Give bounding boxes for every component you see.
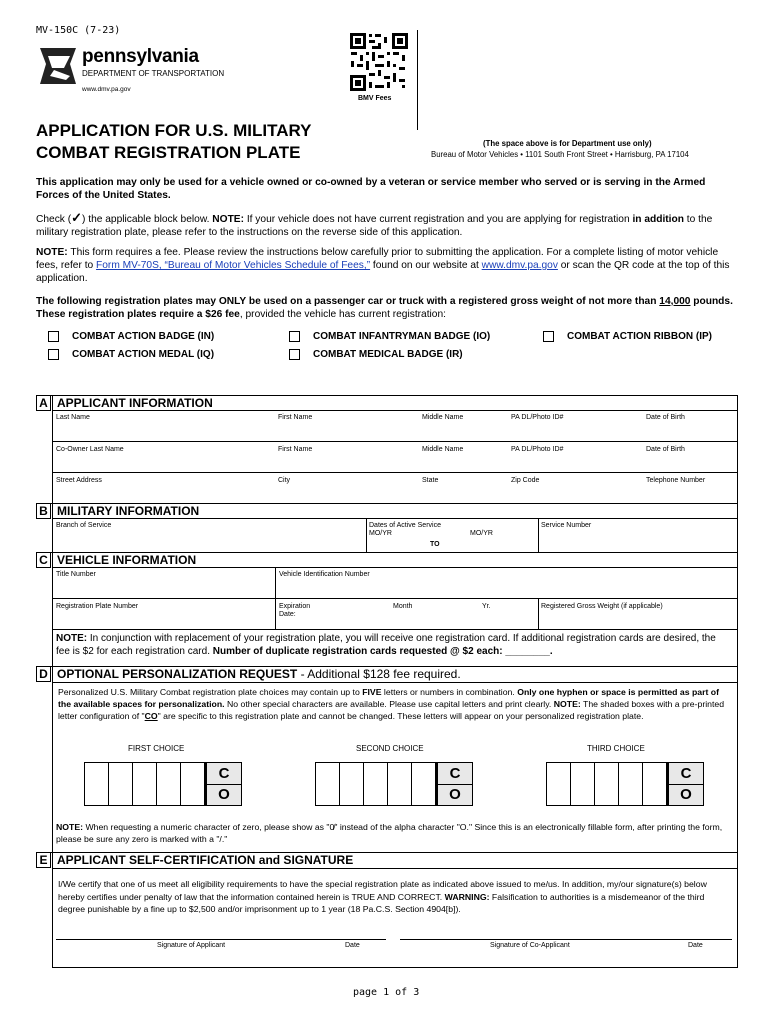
label-zip: Zip Code (511, 477, 540, 484)
label-yr: Yr. (482, 603, 491, 610)
section-b-title: MILITARY INFORMATION (57, 504, 200, 518)
label-applicant-date: Date (345, 942, 360, 949)
section-e-title: APPLICANT SELF-CERTIFICATION and SIGNATURE (57, 853, 354, 867)
gross-weight-input[interactable] (540, 612, 736, 627)
label-coowner-last-name: Co-Owner Last Name (56, 446, 124, 453)
label-street-address: Street Address (56, 477, 102, 484)
label-moyr-to: MO/YR (470, 530, 493, 537)
label-plate-number: Registration Plate Number (56, 603, 139, 610)
label-coapplicant-signature: Signature of Co-Applicant (490, 942, 570, 949)
applicant-signature-line[interactable] (56, 939, 386, 940)
certification-text: I/We certify that one of us meet all eligibility requirements to have the special registration plate as indicated above issued to me/us. In addition, my/our signature(s) below hereby certifies under penalty of law that the information contained herein is TRUE AND CORRECT. WARNING: Falsification to authorities is a misdemeanor of the third degree punishable by a fine up to $2,500 and/or imprisonment up to 1 year (18 Pa.C.S. Section 4904[b]). (58, 879, 707, 914)
section-b-letter: B (36, 503, 51, 519)
label-combat-action-medal: COMBAT ACTION MEDAL (IQ) (72, 349, 215, 360)
label-to: TO (430, 541, 440, 548)
label-service-number: Service Number (541, 522, 592, 529)
label-first-choice: FIRST CHOICE (128, 744, 185, 753)
mv70s-link[interactable]: Form MV-70S, “Bureau of Motor Vehicles Schedule of Fees,” (96, 260, 371, 272)
section-e-letter: E (36, 852, 51, 868)
section-d-title: OPTIONAL PERSONALIZATION REQUEST - Additional $128 fee required. (57, 667, 461, 681)
label-gross-weight: Registered Gross Weight (if applicable) (541, 603, 663, 610)
eligibility-paragraph: This application may only be used for a vehicle owned or co-owned by a veteran or service member who served or is serving in the Armed Forces of the United States. (36, 177, 706, 202)
vin-input[interactable] (277, 580, 736, 596)
plate-restriction: The following registration plates may ONLY be used on a passenger car or truck with a registered gross weight of not more than 14,000 pounds. These registration plates require a $26 fee, provided the vehicle has current registration: (36, 296, 733, 321)
title-number-input[interactable] (54, 580, 273, 596)
address-fields[interactable] (54, 487, 736, 501)
qr-code-icon[interactable] (349, 32, 409, 92)
coapplicant-signature-line[interactable] (400, 939, 732, 940)
registration-card-note: NOTE: In conjunction with replacement of your registration plate, you will receive one registration card. If additional registration cards are desired, the fee is $2 for each registration card. Number of duplicate registration cards requested @ $2 each: ________. (56, 633, 716, 657)
label-pa-dl: PA DL/Photo ID# (511, 414, 564, 421)
label-coowner-middle-name: Middle Name (422, 446, 464, 453)
label-expiration: Expiration (279, 603, 311, 610)
label-applicant-signature: Signature of Applicant (157, 942, 226, 949)
label-state: State (422, 477, 439, 484)
third-choice-fixed-letters: C O (667, 763, 703, 805)
label-moyr-from: MO/YR (369, 530, 392, 537)
label-third-choice: THIRD CHOICE (587, 744, 645, 753)
second-choice-fixed-letters: C O (436, 763, 472, 805)
bureau-address: Bureau of Motor Vehicles • 1101 South Front Street • Harrisburg, PA 17104 (431, 150, 689, 159)
label-combat-action-badge: COMBAT ACTION BADGE (IN) (72, 331, 215, 342)
page-number: page 1 of 3 (353, 987, 420, 998)
checkbox-combat-action-badge[interactable] (48, 331, 59, 342)
first-choice-boxes[interactable] (84, 762, 242, 806)
second-choice-boxes[interactable] (315, 762, 473, 806)
label-combat-medical-badge: COMBAT MEDICAL BADGE (IR) (313, 349, 463, 360)
checkbox-combat-action-medal[interactable] (48, 349, 59, 360)
label-expiration-date: Date: (279, 611, 296, 618)
coowner-name-fields[interactable] (54, 456, 736, 472)
label-first-name: First Name (278, 414, 313, 421)
section-d-letter: D (36, 666, 51, 682)
section-c-title: VEHICLE INFORMATION (57, 553, 197, 567)
label-last-name: Last Name (56, 414, 90, 421)
fee-note: NOTE: This form requires a fee. Please review the instructions below carefully prior to submitting the application. For a complete listing of motor vehicle fees, refer to Form MV-70S, “Bureau of Motor Vehicles Schedule of Fees,” found on our website at www.dmv.pa.gov or scan the QR code at the top of this application. (36, 247, 730, 285)
label-coowner-first-name: First Name (278, 446, 313, 453)
form-id: MV-150C (7-23) (36, 25, 121, 36)
label-telephone: Telephone Number (646, 477, 706, 484)
page-title: APPLICATION FOR U.S. MILITARY COMBAT REGISTRATION PLATE (36, 121, 312, 162)
logo-url: www.dmv.pa.gov (82, 86, 131, 93)
service-number-input[interactable] (540, 531, 736, 549)
section-a-letter: A (36, 395, 51, 411)
label-active-service: Dates of Active Service (369, 522, 441, 529)
label-combat-action-ribbon: COMBAT ACTION RIBBON (IP) (567, 331, 712, 342)
applicant-name-fields[interactable] (54, 424, 736, 440)
logo-name: pennsylvania (82, 46, 199, 67)
checkbox-combat-infantryman-badge[interactable] (289, 331, 300, 342)
dmv-website-link[interactable]: www.dmv.pa.gov (481, 260, 558, 272)
label-second-choice: SECOND CHOICE (356, 744, 424, 753)
department-use-note: (The space above is for Department use only) (483, 139, 652, 148)
label-combat-infantryman-badge: COMBAT INFANTRYMAN BADGE (IO) (313, 331, 491, 342)
label-branch: Branch of Service (56, 522, 112, 529)
checkmark-icon: ✓ (71, 210, 83, 225)
label-middle-name: Middle Name (422, 414, 464, 421)
keystone-logo-icon (36, 46, 80, 86)
personalization-instructions: Personalized U.S. Military Combat registration plate choices may contain up to FIVE letters or numbers in combination. Only one hyphen or space is permitted as part of the available spaces for personalization. No other special characters are available. Please use capital letters and print clearly. NOTE: The shaded boxes with a pre-printed letter configuration of "CO" are specific to this registration plate and cannot be changed. These letters will appear on your personalized registration plate. (58, 687, 725, 721)
label-city: City (278, 477, 291, 484)
section-a-title: APPLICANT INFORMATION (57, 396, 213, 410)
checkbox-combat-action-ribbon[interactable] (543, 331, 554, 342)
label-dob: Date of Birth (646, 414, 685, 421)
check-instructions: Check (✓) the applicable block below. NOTE: If your vehicle does not have current registration and you are applying for registration in addition to the military registration plate, please refer to the instructions on the reverse side of this application. (36, 210, 713, 239)
branch-input[interactable] (54, 531, 364, 549)
zero-note: NOTE: When requesting a numeric character of zero, please show as "0̸" instead of the alpha character "O." Since this is an electronically fillable form, after printing the form, please be sure any zero is marked with a "/." (56, 822, 723, 844)
label-title-number: Title Number (56, 571, 96, 578)
qr-caption: BMV Fees (358, 95, 392, 102)
label-month: Month (393, 603, 413, 610)
label-vin: Vehicle Identification Number (279, 571, 370, 578)
penndot-logo (36, 44, 236, 94)
label-coapplicant-date: Date (688, 942, 703, 949)
label-coowner-dob: Date of Birth (646, 446, 685, 453)
third-choice-boxes[interactable] (546, 762, 704, 806)
plate-number-input[interactable] (54, 612, 273, 627)
logo-department: DEPARTMENT OF TRANSPORTATION (82, 69, 225, 78)
checkbox-combat-medical-badge[interactable] (289, 349, 300, 360)
first-choice-fixed-letters: C O (205, 763, 241, 805)
section-c-letter: C (36, 552, 51, 568)
label-coowner-pa-dl: PA DL/Photo ID# (511, 446, 564, 453)
